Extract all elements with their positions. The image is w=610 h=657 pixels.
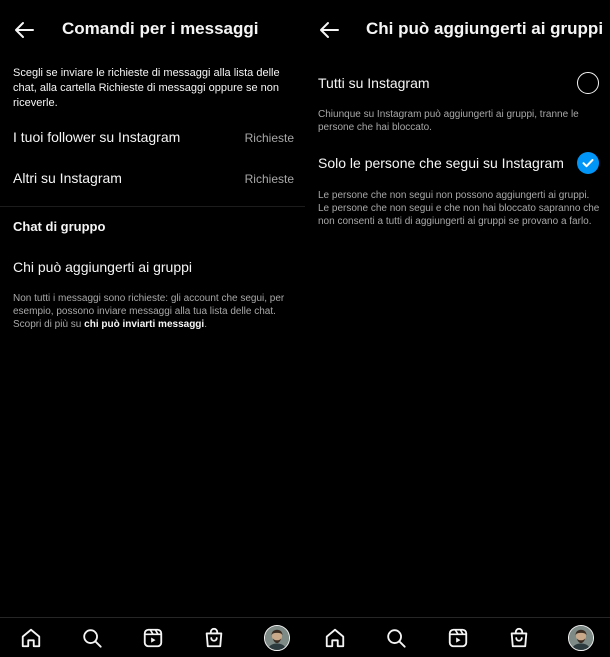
group-chat-section-title: Chat di gruppo	[13, 219, 106, 234]
nav-shop[interactable]	[202, 626, 226, 650]
back-button[interactable]	[317, 18, 341, 42]
nav-reels[interactable]	[446, 626, 470, 650]
header	[305, 0, 610, 60]
others-requests-row[interactable]	[0, 159, 305, 197]
followers-requests-row[interactable]	[0, 118, 305, 156]
home-icon	[324, 627, 346, 649]
who-can-add-to-groups-row[interactable]	[0, 248, 305, 286]
who-can-message-link[interactable]: chi può inviarti messaggi	[84, 319, 205, 330]
nav-search[interactable]	[384, 626, 408, 650]
row-value: Richieste	[244, 172, 294, 186]
avatar-icon	[265, 626, 289, 650]
shop-icon	[508, 627, 530, 649]
arrow-left-icon	[12, 18, 36, 42]
profile-avatar[interactable]	[264, 625, 290, 651]
row-label: I tuoi follower su Instagram	[13, 129, 181, 145]
footnote-end: .	[204, 319, 207, 330]
footnote	[13, 292, 297, 331]
option-people-you-follow[interactable]	[305, 143, 610, 183]
profile-avatar[interactable]	[568, 625, 594, 651]
back-button[interactable]	[12, 18, 36, 42]
bottom-nav	[0, 617, 305, 657]
radio-checked[interactable]	[577, 152, 599, 174]
reels-icon	[142, 627, 164, 649]
bottom-nav	[305, 617, 610, 657]
option-description: Chiunque su Instagram può aggiungerti ai gruppi, tranne le persone che hai bloccato.	[318, 109, 579, 133]
radio-unchecked[interactable]	[577, 72, 599, 94]
footnote-text: Non tutti i messaggi sono richieste: gli account che segui, per esempio, possono inviare messaggi alla tua lista delle chat. Scopri di più su	[13, 293, 285, 330]
search-icon	[81, 627, 103, 649]
search-icon	[385, 627, 407, 649]
row-label: Altri su Instagram	[13, 170, 122, 186]
option-everyone[interactable]	[305, 63, 610, 103]
row-label: Chi può aggiungerti ai gruppi	[13, 259, 193, 275]
section-divider	[0, 206, 305, 207]
avatar-icon	[569, 626, 593, 650]
nav-home[interactable]	[19, 626, 43, 650]
row-value: Richieste	[244, 131, 294, 145]
header	[0, 0, 305, 60]
arrow-left-icon	[317, 18, 341, 42]
option-label: Tutti su Instagram	[318, 75, 430, 91]
nav-shop[interactable]	[507, 626, 531, 650]
nav-search[interactable]	[80, 626, 104, 650]
option-label: Solo le persone che segui su Instagram	[318, 155, 564, 171]
option-description: Le persone che non segui non possono aggiungerti ai gruppi. Le persone che non segui e che non hai bloccato sapranno che non consenti a tutti di aggiungerti ai gruppi se provano a farlo.	[318, 190, 600, 227]
page-title: Comandi per i messaggi	[62, 19, 259, 38]
page-title: Chi può aggiungerti ai gruppi	[366, 19, 604, 38]
nav-home[interactable]	[323, 626, 347, 650]
checkmark-icon	[581, 156, 595, 170]
group-add-settings-screen	[305, 0, 610, 657]
nav-reels[interactable]	[141, 626, 165, 650]
intro-text: Scegli se inviare le richieste di messaggi alla lista delle chat, alla cartella Richieste di messaggi oppure se non riceverle.	[13, 67, 280, 109]
home-icon	[20, 627, 42, 649]
shop-icon	[203, 627, 225, 649]
reels-icon	[447, 627, 469, 649]
